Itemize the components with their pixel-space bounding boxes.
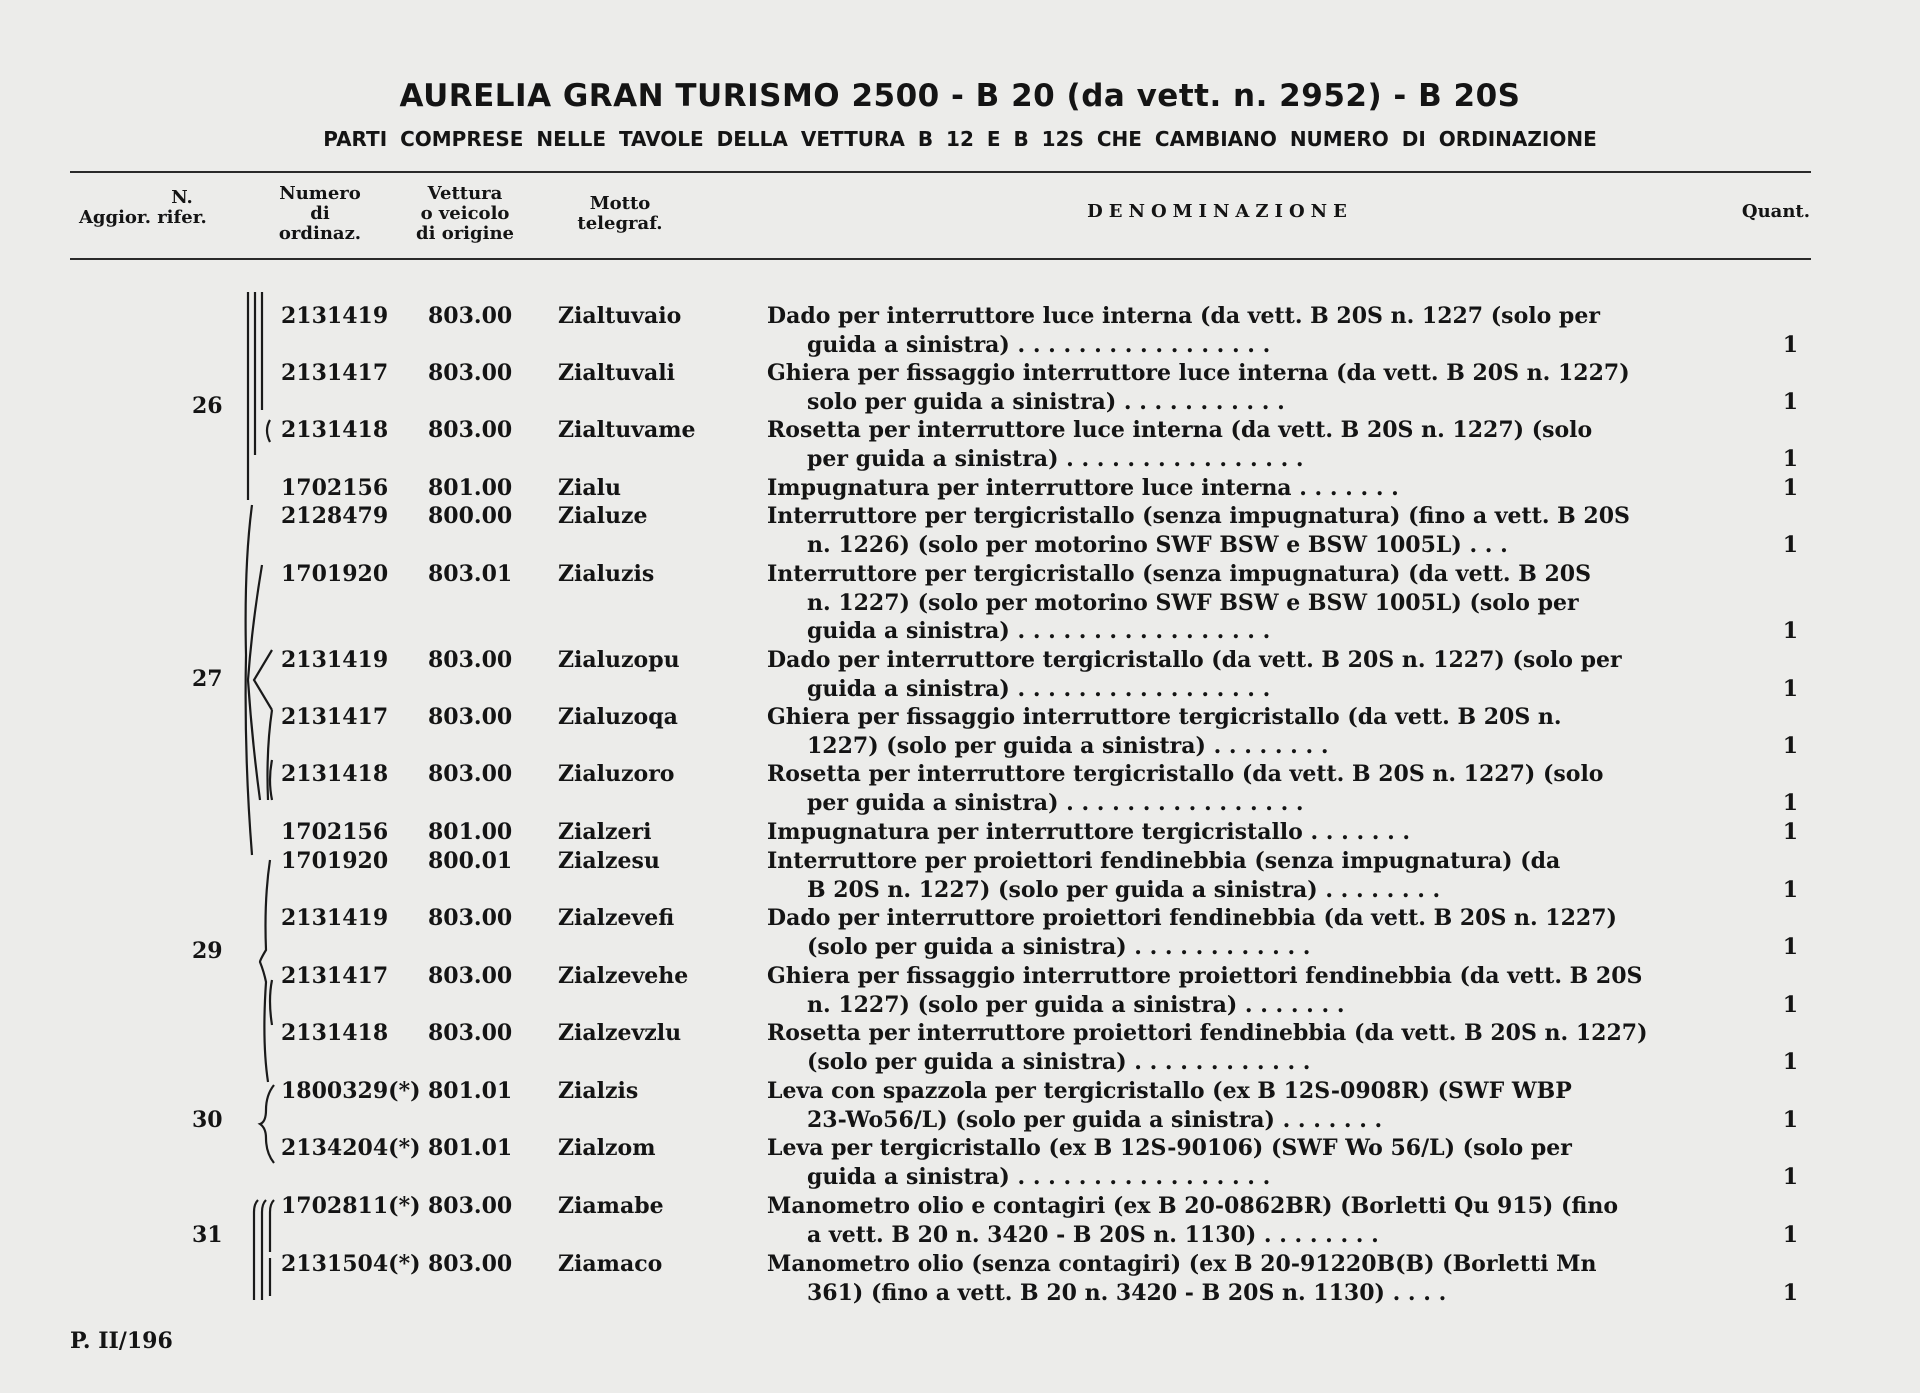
description-line: guida a sinistra) . . . . . . . . . . . . . . . . .	[807, 675, 1271, 702]
telegraph-code: Ziamaco	[558, 1251, 663, 1277]
quantity: 1	[1782, 531, 1798, 558]
part-description	[767, 760, 1731, 817]
description-line: 1227) (solo per guida a sinistra) . . . . . . . .	[807, 732, 1329, 759]
page-number: P. II/196	[70, 1328, 173, 1354]
quantity: 1	[1782, 732, 1798, 759]
origin-vehicle: 803.01	[428, 561, 513, 587]
origin-vehicle: 803.00	[428, 1193, 513, 1219]
part-description	[767, 962, 1731, 1019]
part-number: 1702811(*)	[281, 1193, 421, 1219]
telegraph-code: Zialuzoro	[558, 761, 675, 787]
header-numero	[265, 184, 375, 244]
part-description	[767, 502, 1731, 559]
description-line: n. 1227) (solo per guida a sinistra) . . . . . . .	[807, 991, 1345, 1018]
part-description	[767, 904, 1731, 961]
description-line: per guida a sinistra) . . . . . . . . . . . . . . . .	[807, 445, 1304, 472]
header-motto-line: Motto	[589, 193, 651, 214]
quantity: 1	[1782, 1163, 1798, 1190]
quantity: 1	[1782, 1048, 1798, 1075]
origin-vehicle: 803.00	[428, 1020, 513, 1046]
part-description	[767, 302, 1731, 359]
ref-number: 26	[192, 393, 223, 419]
part-number: 2131417	[281, 704, 389, 730]
quantity: 1	[1782, 1106, 1798, 1133]
quantity: 1	[1782, 675, 1798, 702]
telegraph-code: Zialtuvali	[558, 360, 675, 386]
header-vettura-line: o veicolo	[420, 203, 510, 224]
description-line: solo per guida a sinistra) . . . . . . . . . . .	[807, 388, 1285, 415]
origin-vehicle: 803.00	[428, 417, 513, 443]
part-number: 2134204(*)	[281, 1135, 421, 1161]
description-line: B 20S n. 1227) (solo per guida a sinistra) . . . . . . . .	[807, 876, 1441, 903]
quantity: 1	[1782, 445, 1798, 472]
description-line: guida a sinistra) . . . . . . . . . . . . . . . . .	[807, 331, 1271, 358]
origin-vehicle: 803.00	[428, 963, 513, 989]
header-vettura-line: Vettura	[427, 183, 503, 204]
description-line: guida a sinistra) . . . . . . . . . . . . . . . . .	[807, 1163, 1271, 1190]
origin-vehicle: 801.00	[428, 475, 513, 501]
quantity: 1	[1782, 933, 1798, 960]
part-description	[767, 560, 1731, 646]
part-number: 2131418	[281, 761, 389, 787]
quantity: 1	[1782, 1279, 1798, 1306]
part-description	[767, 847, 1731, 904]
part-description	[767, 1134, 1731, 1191]
ref-number: 30	[192, 1107, 223, 1133]
header-n-rifer	[152, 188, 212, 228]
part-description	[767, 646, 1731, 703]
header-bottom-rule	[70, 258, 1811, 260]
quantity: 1	[1782, 819, 1798, 845]
header-quant: Quant.	[1741, 201, 1810, 222]
description-line: Rosetta per interruttore luce interna (da vett. B 20S n. 1227) (solo	[767, 417, 1593, 443]
origin-vehicle: 801.00	[428, 819, 513, 845]
description-line: Leva per tergicristallo (ex B 12S-90106) (SWF Wo 56/L) (solo per	[767, 1135, 1572, 1161]
part-number: 1701920	[281, 561, 389, 587]
origin-vehicle: 803.00	[428, 761, 513, 787]
origin-vehicle: 800.01	[428, 848, 513, 874]
origin-vehicle: 801.01	[428, 1078, 513, 1104]
part-number: 1701920	[281, 848, 389, 874]
part-description	[767, 703, 1731, 760]
description-line: Dado per interruttore tergicristallo (da vett. B 20S n. 1227) (solo per	[767, 647, 1622, 673]
quantity: 1	[1782, 388, 1798, 415]
description-line: Dado per interruttore luce interna (da vett. B 20S n. 1227 (solo per	[767, 303, 1600, 329]
part-number: 2131417	[281, 963, 389, 989]
quantity: 1	[1782, 991, 1798, 1018]
origin-vehicle: 803.00	[428, 303, 513, 329]
header-n-rifer-line: N.	[171, 187, 193, 208]
ref-number: 29	[192, 938, 223, 964]
ref-number: 27	[192, 666, 223, 692]
bracket-group-30	[260, 1085, 274, 1163]
header-top-rule	[70, 171, 1811, 173]
telegraph-code: Zialtuvaio	[558, 303, 682, 329]
header-vettura-line: di origine	[416, 223, 514, 244]
quantity: 1	[1782, 475, 1798, 501]
origin-vehicle: 800.00	[428, 503, 513, 529]
bracket-group-31	[254, 1200, 274, 1300]
quantity: 1	[1782, 1221, 1798, 1248]
description-line: Impugnatura per interruttore luce interna . . . . . . .	[767, 475, 1399, 501]
header-vettura	[400, 184, 530, 244]
telegraph-code: Zialuzis	[558, 561, 655, 587]
part-description	[767, 1192, 1731, 1249]
header-aggior: Aggior.	[78, 207, 152, 228]
description-line: Leva con spazzola per tergicristallo (ex B 12S-0908R) (SWF WBP	[767, 1078, 1572, 1104]
origin-vehicle: 803.00	[428, 905, 513, 931]
telegraph-code: Zialzis	[558, 1078, 639, 1104]
description-line: n. 1227) (solo per motorino SWF BSW e BSW 1005L) (solo per	[807, 589, 1579, 616]
header-n-rifer-line: rifer.	[157, 207, 207, 228]
bracket-group-26	[248, 292, 270, 500]
quantity: 1	[1782, 876, 1798, 903]
origin-vehicle: 803.00	[428, 647, 513, 673]
telegraph-code: Zialtuvame	[558, 417, 696, 443]
telegraph-code: Zialuze	[558, 503, 648, 529]
description-line: Rosetta per interruttore proiettori fendinebbia (da vett. B 20S n. 1227)	[767, 1020, 1648, 1046]
part-description	[767, 818, 1731, 847]
quantity: 1	[1782, 618, 1798, 644]
page-title: AURELIA GRAN TURISMO 2500 - B 20 (da vett. n. 2952) - B 20S	[399, 78, 1521, 114]
description-line: (solo per guida a sinistra) . . . . . . . . . . . .	[807, 933, 1311, 960]
part-number: 1702156	[281, 819, 389, 845]
description-line: Interruttore per tergicristallo (senza impugnatura) (fino a vett. B 20S	[767, 503, 1630, 529]
telegraph-code: Zialzevefi	[558, 905, 675, 931]
header-motto	[560, 194, 680, 234]
quantity: 1	[1782, 331, 1798, 358]
part-number: 2131419	[281, 905, 389, 931]
part-number: 2131418	[281, 1020, 389, 1046]
description-line: guida a sinistra) . . . . . . . . . . . . . . . . .	[807, 618, 1271, 644]
ref-number: 31	[192, 1222, 223, 1248]
description-line: 23-Wo56/L) (solo per guida a sinistra) . . . . . . .	[807, 1106, 1383, 1133]
part-number: 2131419	[281, 303, 389, 329]
header-numero-line: di	[310, 203, 330, 224]
telegraph-code: Zialu	[558, 475, 622, 501]
telegraph-code: Zialzevehe	[558, 963, 689, 989]
description-line: a vett. B 20 n. 3420 - B 20S n. 1130) . . . . . . . .	[807, 1221, 1379, 1248]
part-number: 2131504(*)	[281, 1251, 421, 1277]
part-number: 2128479	[281, 503, 389, 529]
telegraph-code: Zialzesu	[558, 848, 660, 874]
bracket-group-27	[246, 505, 272, 855]
part-description	[767, 474, 1731, 503]
page-subtitle: PARTI COMPRESE NELLE TAVOLE DELLA VETTURA B 12 E B 12S CHE CAMBIANO NUMERO DI ORDINAZIONE	[323, 127, 1597, 151]
description-line: Impugnatura per interruttore tergicristallo . . . . . . .	[767, 819, 1411, 845]
part-number: 2131417	[281, 360, 389, 386]
telegraph-code: Ziamabe	[558, 1193, 664, 1219]
description-line: Rosetta per interruttore tergicristallo (da vett. B 20S n. 1227) (solo	[767, 761, 1604, 787]
telegraph-code: Zialuzopu	[558, 647, 680, 673]
part-description	[767, 359, 1731, 416]
origin-vehicle: 801.01	[428, 1135, 513, 1161]
part-description	[767, 1077, 1731, 1134]
part-number: 2131418	[281, 417, 389, 443]
description-line: Manometro olio (senza contagiri) (ex B 20-91220B(B) (Borletti Mn	[767, 1251, 1597, 1277]
header-numero-line: ordinaz.	[278, 223, 362, 244]
description-line: Manometro olio e contagiri (ex B 20-0862BR) (Borletti Qu 915) (fino	[767, 1193, 1619, 1219]
part-description	[767, 1250, 1731, 1307]
origin-vehicle: 803.00	[428, 360, 513, 386]
description-line: Ghiera per fissaggio interruttore luce interna (da vett. B 20S n. 1227)	[767, 360, 1630, 386]
description-line: (solo per guida a sinistra) . . . . . . . . . . . .	[807, 1048, 1311, 1075]
description-line: 361) (fino a vett. B 20 n. 3420 - B 20S n. 1130) . . . .	[807, 1279, 1447, 1306]
header-motto-line: telegraf.	[577, 213, 663, 234]
part-number: 2131419	[281, 647, 389, 673]
header-numero-line: Numero	[279, 183, 361, 204]
telegraph-code: Zialzeri	[558, 819, 652, 845]
description-line: per guida a sinistra) . . . . . . . . . . . . . . . .	[807, 789, 1304, 816]
origin-vehicle: 803.00	[428, 704, 513, 730]
header-denominazione: DENOMINAZIONE	[1087, 201, 1353, 222]
part-number: 1800329(*)	[281, 1078, 421, 1104]
description-line: n. 1226) (solo per motorino SWF BSW e BSW 1005L) . . .	[807, 531, 1508, 558]
part-description	[767, 416, 1731, 473]
description-line: Ghiera per fissaggio interruttore proiettori fendinebbia (da vett. B 20S	[767, 963, 1643, 989]
description-line: Ghiera per fissaggio interruttore tergicristallo (da vett. B 20S n.	[767, 704, 1562, 730]
description-line: Dado per interruttore proiettori fendinebbia (da vett. B 20S n. 1227)	[767, 905, 1617, 931]
quantity: 1	[1782, 789, 1798, 816]
origin-vehicle: 803.00	[428, 1251, 513, 1277]
telegraph-code: Zialuzoqa	[558, 704, 678, 730]
bracket-group-29	[260, 860, 272, 1082]
description-line: Interruttore per proiettori fendinebbia (senza impugnatura) (da	[767, 848, 1561, 874]
telegraph-code: Zialzom	[558, 1135, 656, 1161]
part-description	[767, 1019, 1731, 1076]
telegraph-code: Zialzevzlu	[558, 1020, 682, 1046]
part-number: 1702156	[281, 475, 389, 501]
description-line: Interruttore per tergicristallo (senza impugnatura) (da vett. B 20S	[767, 561, 1591, 587]
